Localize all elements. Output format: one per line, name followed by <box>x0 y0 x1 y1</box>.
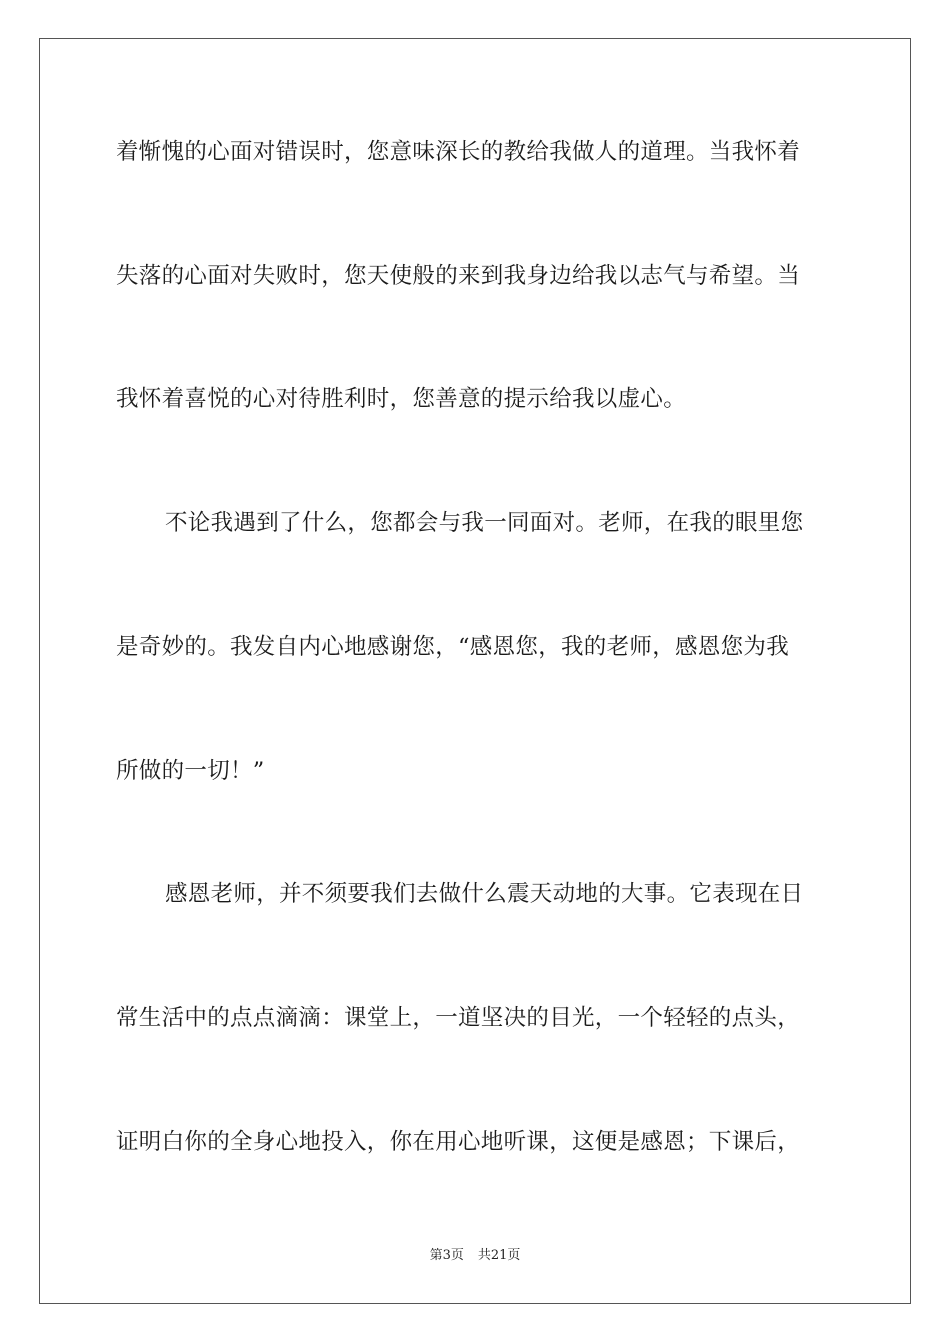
body-text-line: 失落的心面对失败时，您天使般的来到我身边给我以志气与希望。当 <box>116 263 801 289</box>
body-text-line: 常生活中的点点滴滴：课堂上，一道坚决的目光，一个轻轻的点头， <box>116 1005 801 1031</box>
page-footer <box>0 1247 950 1265</box>
total-pages-label: 共21页 <box>477 1248 521 1263</box>
body-text-line: 是奇妙的。我发自内心地感谢您，“感恩您，我的老师，感恩您为我 <box>116 634 790 660</box>
page-border <box>39 38 911 1304</box>
paragraph-start-line: 感恩老师，并不须要我们去做什么震天动地的大事。它表现在日 <box>165 881 804 907</box>
current-page-label: 第3页 <box>429 1248 464 1263</box>
body-text-line: 着惭愧的心面对错误时，您意味深长的教给我做人的道理。当我怀着 <box>116 139 801 165</box>
body-text-line: 证明白你的全身心地投入，你在用心地听课，这便是感恩；下课后， <box>116 1129 801 1155</box>
paragraph-start-line: 不论我遇到了什么，您都会与我一同面对。老师，在我的眼里您 <box>165 510 804 536</box>
body-text-line: 我怀着喜悦的心对待胜利时，您善意的提示给我以虚心。 <box>116 386 687 412</box>
body-text-line: 所做的一切！” <box>116 758 265 784</box>
